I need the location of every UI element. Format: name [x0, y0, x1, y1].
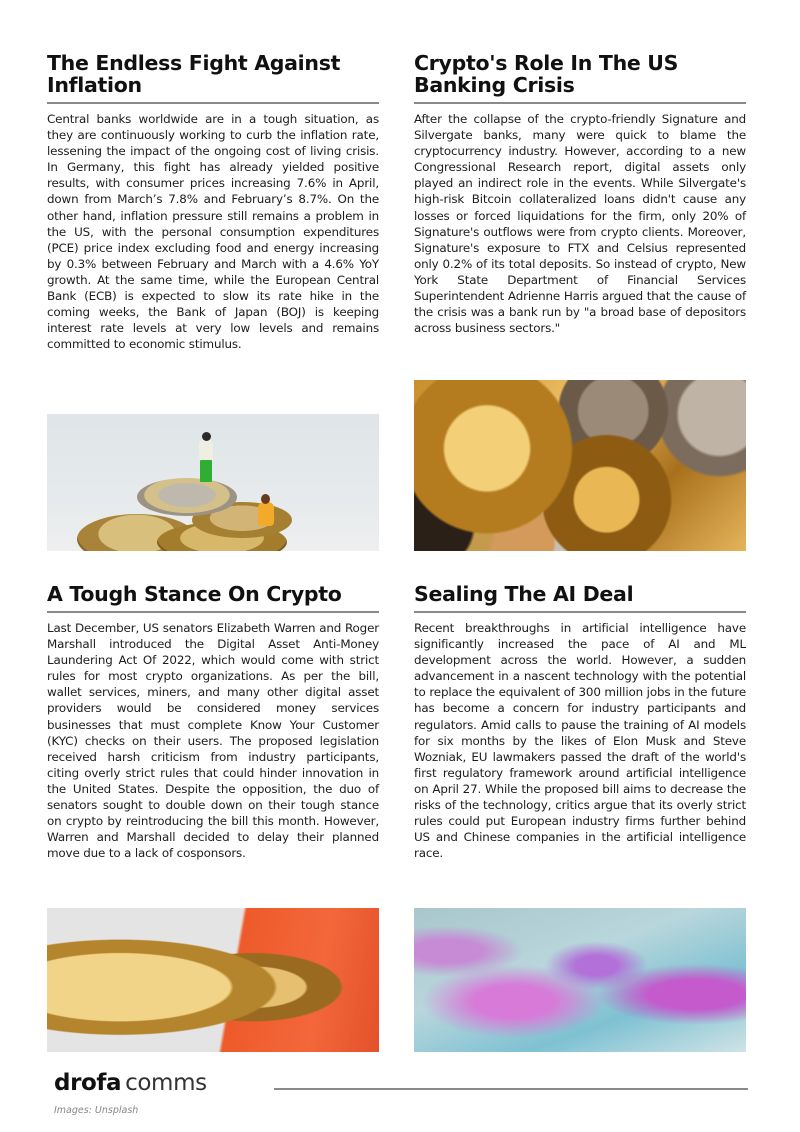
brand-logo: [54, 1070, 207, 1096]
article-inflation: [47, 52, 379, 352]
article-banking-crisis: [414, 52, 746, 336]
article-title: Crypto's Role In The US Banking Crisis: [414, 52, 746, 104]
figurine-man-head: [202, 432, 211, 441]
logo-light: comms: [125, 1070, 207, 1096]
article-body: Central banks worldwide are in a tough situation, as they are continuously working to curb the inflation rate, lessening the impact of the ongoing cost of living crisis. In Germany, this fight has already yielded positive results, with consumer prices increasing 7.6% in April, down from March’s 7.8% and February’s 8.7%. On the other hand, inflation pressure still remains a problem in the US, with the personal consumption expenditures (PCE) price index excluding food and energy increasing by 0.3% between February and March with a 4.6% YoY growth. At the same time, while the European Central Bank (ECB) is expected to slow its rate hike in the coming weeks, the Bank of Japan (BOJ) is keeping interest rate levels at very low levels and remains committed to economic stimulus.: [47, 112, 379, 352]
article-title: Sealing The AI Deal: [414, 583, 746, 613]
logo-bold: drofa: [54, 1070, 122, 1096]
crypto-coins-image: [414, 380, 746, 551]
article-title: A Tough Stance On Crypto: [47, 583, 379, 613]
article-body: Last December, US senators Elizabeth Warren and Roger Marshall introduced the Digital Asset Anti-Money Laundering Act Of 2022, which would come with strict rules for most crypto organizations. As per the bill, wallet services, miners, and many other digital asset providers would be considered money services businesses that must complete Know Your Customer (KYC) checks on their users. The proposed legislation received harsh criticism from industry participants, citing overly strict rules that could hinder innovation in the United States. Despite the opposition, the duo of senators sought to double down on their tough stance on crypto by reintroducing the bill this month. However, Warren and Marshall decided to delay their planned move due to a lack of cosponsors.: [47, 621, 379, 861]
figurine-woman-head: [261, 494, 270, 504]
image-credit: Images: Unsplash: [54, 1105, 139, 1116]
inflation-image: [47, 414, 379, 551]
figurine-man: [199, 440, 213, 460]
article-crypto-stance: [47, 583, 379, 861]
article-body: Recent breakthroughs in artificial intelligence have significantly increased the pace of AI and ML development across the world. However, a sudden advancement in a nascent technology with the potential to replace the equivalent of 300 million jobs in the future has become a concern for industry participants and regulators. Amid calls to pause the training of AI models for six months by the likes of Elon Musk and Steve Wozniak, EU lawmakers passed the draft of the world's first regulatory framework around artificial intelligence on April 27. While the proposed bill aims to decrease the risks of the technology, critics argue that its overly strict rules could put European industry firms further behind US and Chinese companies in the artificial intelligence race.: [414, 621, 746, 861]
article-ai-deal: [414, 583, 746, 861]
ai-abstract-image: [414, 908, 746, 1052]
footer-divider: [274, 1088, 748, 1090]
article-title: The Endless Fight Against Inflation: [47, 52, 379, 104]
article-body: After the collapse of the crypto-friendly Signature and Silvergate banks, many were quick to blame the cryptocurrency industry. However, according to a new Congressional Research report, digital assets only played an indirect role in the events. While Silvergate's high-risk Bitcoin collateralized loans didn't cause any losses or forced liquidations for the firm, only 20% of Signature's outflows were from crypto clients. Moreover, Signature's exposure to FTX and Celsius represented only 0.2% of its total deposits. So instead of crypto, New York State Department of Financial Services Superintendent Adrienne Harris argued that the cause of the crisis was a bank run by "a broad base of depositors across business sectors.": [414, 112, 746, 336]
crypto-fabric-image: [47, 908, 379, 1052]
coin-shape: [137, 478, 237, 516]
figurine-man-legs: [200, 460, 212, 482]
figurine-woman: [258, 502, 274, 526]
